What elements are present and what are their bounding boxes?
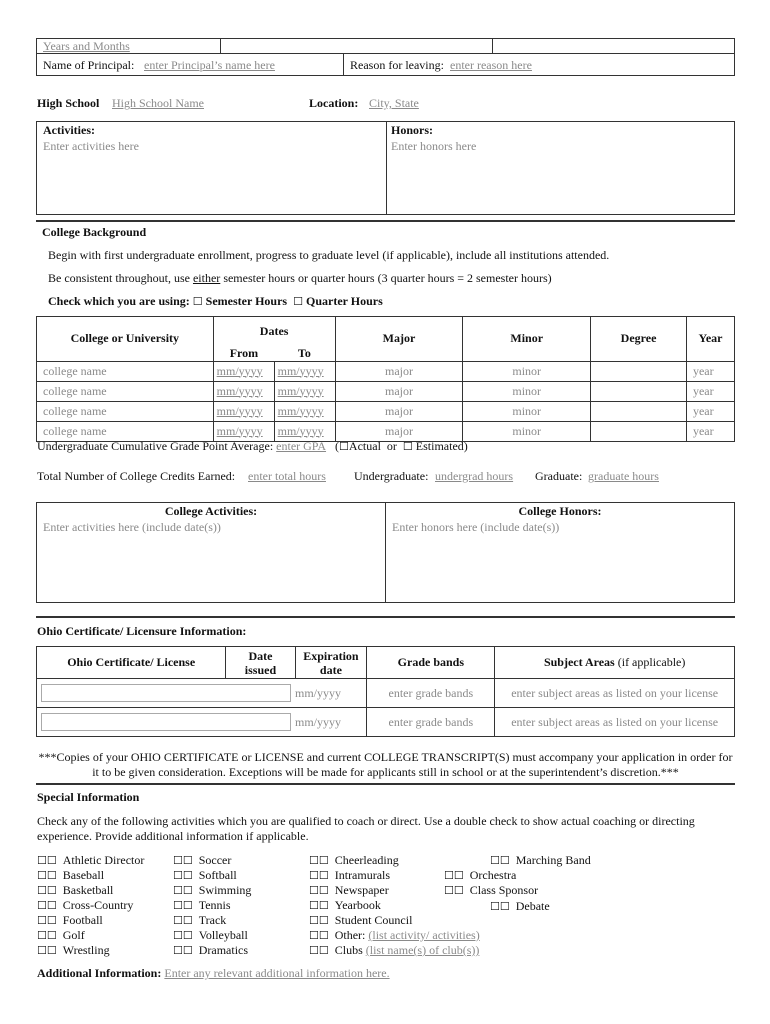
list-item[interactable]: ☐☐ Softball	[173, 868, 237, 882]
degree-input[interactable]	[591, 421, 687, 441]
activity-checkbox[interactable]: ☐☐	[444, 884, 464, 897]
col-dates: Dates	[213, 317, 335, 347]
estimated-checkbox[interactable]: ☐	[402, 440, 413, 453]
list-item[interactable]: ☐☐ Cross-Country	[37, 898, 134, 912]
estimated-label: Estimated)	[415, 439, 468, 453]
activity-checkbox[interactable]: ☐☐	[309, 914, 329, 927]
activities-column-1	[37, 853, 144, 958]
college-activities-label: College Activities:	[164, 504, 258, 518]
col-expiration: Expiration date	[295, 647, 367, 679]
other-label: Other:	[334, 928, 366, 942]
quarter-checkbox[interactable]: ☐	[293, 295, 303, 308]
activity-checkbox[interactable]: ☐☐	[37, 884, 57, 897]
ohio-table	[36, 646, 735, 737]
divider	[36, 220, 735, 222]
list-item[interactable]: ☐☐ Debate	[490, 899, 550, 913]
col-college: College or University	[37, 317, 214, 362]
list-item[interactable]: ☐☐ Volleyball	[173, 928, 248, 942]
year-input[interactable]: year	[686, 361, 734, 381]
reason-label: Reason for leaving:	[350, 58, 444, 72]
undergrad-input[interactable]: undergrad hours	[435, 469, 514, 483]
to-input[interactable]: mm/yyyy	[274, 361, 335, 381]
year-input[interactable]: year	[686, 381, 734, 401]
activity-checkbox[interactable]: ☐☐	[37, 914, 57, 927]
activity-checkbox[interactable]: ☐☐	[309, 929, 329, 942]
principal-input[interactable]: enter Principal’s name here	[144, 58, 275, 72]
activity-checkbox[interactable]: ☐☐	[309, 899, 329, 912]
list-item[interactable]: ☐☐ Swimming	[173, 883, 252, 897]
degree-input[interactable]	[591, 401, 687, 421]
college-input[interactable]: college name	[37, 421, 214, 441]
high-school-label: High School	[37, 96, 100, 110]
actual-checkbox[interactable]: ☐	[339, 440, 349, 453]
copies-notice: ***Copies of your OHIO CERTIFICATE or LICENSE and current COLLEGE TRANSCRIPT(S) must accompany your application in order for it to be given consideration. Exceptions will be made for applicants still in school or at the superintendent’s discretion.***	[38, 750, 733, 779]
list-item[interactable]: ☐☐ Football	[37, 913, 103, 927]
principal-cell[interactable]	[36, 53, 344, 76]
other-input[interactable]: (list activity/ activities)	[368, 928, 480, 942]
from-input[interactable]: mm/yyyy	[213, 421, 274, 441]
undergrad-label: Undergraduate:	[354, 469, 429, 483]
location-label: Location:	[309, 96, 359, 110]
years-cell-3[interactable]	[492, 38, 735, 54]
activities-label: Activities:	[43, 123, 95, 137]
table-row	[37, 679, 735, 708]
college-honors-label: College Honors:	[518, 504, 602, 518]
activity-checkbox[interactable]: ☐☐	[173, 914, 193, 927]
list-item[interactable]: ☐☐ Marching Band	[490, 853, 591, 867]
hours-type-row	[48, 294, 383, 309]
additional-info-label: Additional Information:	[37, 966, 162, 980]
license-cell	[37, 708, 296, 737]
subject-areas-input[interactable]: enter subject areas as listed on your license	[495, 708, 735, 737]
reason-input[interactable]: enter reason here	[450, 58, 532, 72]
grad-label: Graduate:	[535, 469, 583, 483]
grade-bands-input[interactable]: enter grade bands	[367, 708, 495, 737]
list-item[interactable]: ☐☐ Golf	[37, 928, 85, 942]
college-heading: College Background	[42, 225, 147, 239]
table-row	[37, 401, 735, 421]
license-cell	[37, 679, 296, 708]
honors-label: Honors:	[391, 123, 433, 137]
list-item[interactable]: ☐☐ Class Sponsor	[444, 883, 539, 897]
activity-checkbox[interactable]: ☐☐	[37, 929, 57, 942]
list-item[interactable]: ☐☐ Dramatics	[173, 943, 249, 957]
activity-checkbox[interactable]: ☐☐	[37, 899, 57, 912]
from-input[interactable]: mm/yyyy	[213, 401, 274, 421]
divider	[36, 783, 735, 785]
to-input[interactable]: mm/yyyy	[274, 421, 335, 441]
activity-checkbox[interactable]: ☐☐	[309, 884, 329, 897]
special-intro: Check any of the following activities which you are qualified to coach or direct. Use a double check to show actual coaching or directing experience. Provide additional information if applicable.	[37, 814, 695, 843]
semester-label: Semester Hours	[205, 294, 288, 308]
col-subject-areas: Subject Areas (if applicable)	[495, 647, 735, 679]
activity-checkbox[interactable]: ☐☐	[173, 869, 193, 882]
activity-checkbox[interactable]: ☐☐	[490, 900, 510, 913]
activities-column-2	[173, 853, 251, 958]
clubs-label: Clubs	[334, 943, 363, 957]
college-input[interactable]: college name	[37, 381, 214, 401]
activity-checkbox[interactable]: ☐☐	[309, 944, 329, 957]
activity-checkbox[interactable]: ☐☐	[490, 854, 510, 867]
col-to: To	[274, 347, 335, 362]
col-major: Major	[335, 317, 463, 362]
gpa-row	[37, 439, 468, 454]
clubs-input[interactable]: (list name(s) of club(s))	[365, 943, 480, 957]
table-row	[37, 708, 735, 737]
license-input[interactable]	[41, 684, 291, 702]
to-input[interactable]: mm/yyyy	[274, 381, 335, 401]
grad-input[interactable]: graduate hours	[588, 469, 659, 483]
grade-bands-input[interactable]: enter grade bands	[367, 679, 495, 708]
high-school-box	[36, 121, 735, 215]
reason-cell[interactable]	[343, 53, 735, 76]
list-item[interactable]: ☐☐ Intramurals	[309, 868, 391, 882]
special-heading: Special Information	[37, 790, 140, 804]
col-from: From	[213, 347, 274, 362]
subject-areas-input[interactable]: enter subject areas as listed on your license	[495, 679, 735, 708]
col-degree: Degree	[591, 317, 687, 362]
ohio-heading: Ohio Certificate/ Licensure Information:	[37, 624, 247, 638]
list-item[interactable]: ☐☐ Tennis	[173, 898, 231, 912]
gpa-open-paren: (	[335, 439, 340, 453]
credits-label: Total Number of College Credits Earned:	[37, 469, 236, 483]
activity-checkbox[interactable]: ☐☐	[173, 854, 193, 867]
employment-table	[36, 38, 735, 76]
gpa-input[interactable]: enter GPA	[276, 439, 327, 453]
list-item[interactable]: ☐☐ Newspaper	[309, 883, 389, 897]
degree-input[interactable]	[591, 381, 687, 401]
semester-checkbox[interactable]: ☐	[192, 295, 203, 308]
years-months-cell	[36, 38, 221, 54]
list-item[interactable]: ☐☐ Cheerleading	[309, 853, 399, 867]
from-input[interactable]: mm/yyyy	[213, 361, 274, 381]
honors-input[interactable]: Enter honors here	[391, 139, 477, 153]
college-activities-box	[36, 502, 735, 603]
list-item[interactable]: ☐☐ Basketball	[37, 883, 114, 897]
license-input[interactable]	[41, 713, 291, 731]
activity-checkbox[interactable]: ☐☐	[37, 944, 57, 957]
col-year: Year	[686, 317, 734, 362]
activity-checkbox[interactable]: ☐☐	[309, 869, 329, 882]
college-honors-input[interactable]: Enter honors here (include date(s))	[392, 520, 560, 534]
major-input[interactable]: major	[335, 421, 463, 441]
hours-type-label: Check which you are using:	[48, 294, 190, 308]
degree-input[interactable]	[591, 361, 687, 381]
list-item[interactable]: ☐☐ Athletic Director	[37, 853, 145, 867]
major-input[interactable]: major	[335, 401, 463, 421]
list-item[interactable]: ☐☐ Student Council	[309, 913, 413, 927]
year-input[interactable]: year	[686, 401, 734, 421]
list-item[interactable]: ☐☐ Wrestling	[37, 943, 110, 957]
activity-checkbox[interactable]: ☐☐	[37, 854, 57, 867]
or-label: or	[386, 439, 397, 453]
activity-checkbox[interactable]: ☐☐	[173, 884, 193, 897]
divider	[36, 616, 735, 618]
activity-checkbox[interactable]: ☐☐	[173, 929, 193, 942]
high-school-input[interactable]: High School Name	[112, 96, 204, 110]
years-months-label: Years and Months	[43, 39, 130, 53]
activity-checkbox[interactable]: ☐☐	[173, 899, 193, 912]
minor-input[interactable]: minor	[463, 361, 591, 381]
activities-input[interactable]: Enter activities here	[43, 139, 139, 153]
expiration-input[interactable]: mm/yyyy	[295, 679, 367, 708]
minor-input[interactable]: minor	[463, 421, 591, 441]
credits-input[interactable]: enter total hours	[248, 469, 326, 483]
location-input[interactable]: City, State	[369, 96, 419, 110]
list-item[interactable]: ☐☐ Orchestra	[444, 868, 517, 882]
list-item[interactable]: ☐☐ Soccer	[173, 853, 232, 867]
college-input[interactable]: college name	[37, 401, 214, 421]
table-row	[37, 381, 735, 401]
col-date-issued: Date issued	[226, 647, 295, 679]
college-instruction-1: Begin with first undergraduate enrollment, progress to graduate level (if applicable), include all institutions attended.	[48, 248, 610, 262]
major-input[interactable]: major	[335, 381, 463, 401]
activity-checkbox[interactable]: ☐☐	[173, 944, 193, 957]
list-item[interactable]: ☐☐ Yearbook	[309, 898, 381, 912]
minor-input[interactable]: minor	[463, 381, 591, 401]
principal-label: Name of Principal:	[43, 58, 135, 72]
expiration-input[interactable]: mm/yyyy	[295, 708, 367, 737]
actual-label: Actual	[348, 439, 381, 453]
gpa-label: Undergraduate Cumulative Grade Point Average:	[37, 439, 274, 453]
minor-input[interactable]: minor	[463, 401, 591, 421]
college-input[interactable]: college name	[37, 361, 214, 381]
activity-checkbox[interactable]: ☐☐	[444, 869, 464, 882]
list-item[interactable]: ☐☐ Baseball	[37, 868, 105, 882]
major-input[interactable]: major	[335, 361, 463, 381]
college-instruction-2: Be consistent throughout, use either semester hours or quarter hours (3 quarter hours = 2 semester hours)	[48, 271, 552, 285]
year-input[interactable]: year	[686, 421, 734, 441]
list-item[interactable]	[309, 928, 480, 943]
col-minor: Minor	[463, 317, 591, 362]
col-grade-bands: Grade bands	[367, 647, 495, 679]
activity-checkbox[interactable]: ☐☐	[309, 854, 329, 867]
years-cell-2[interactable]	[220, 38, 493, 54]
college-activities-input[interactable]: Enter activities here (include date(s))	[43, 520, 221, 534]
list-item[interactable]: ☐☐ Track	[173, 913, 227, 927]
table-row	[37, 421, 735, 441]
activity-checkbox[interactable]: ☐☐	[37, 869, 57, 882]
col-license: Ohio Certificate/ License	[37, 647, 226, 679]
additional-info-row	[37, 966, 390, 981]
to-input[interactable]: mm/yyyy	[274, 401, 335, 421]
college-table	[36, 316, 735, 442]
additional-info-input[interactable]: Enter any relevant additional information here.	[164, 966, 390, 980]
list-item[interactable]	[309, 943, 480, 958]
quarter-label: Quarter Hours	[305, 294, 383, 308]
from-input[interactable]: mm/yyyy	[213, 381, 274, 401]
table-row	[37, 361, 735, 381]
